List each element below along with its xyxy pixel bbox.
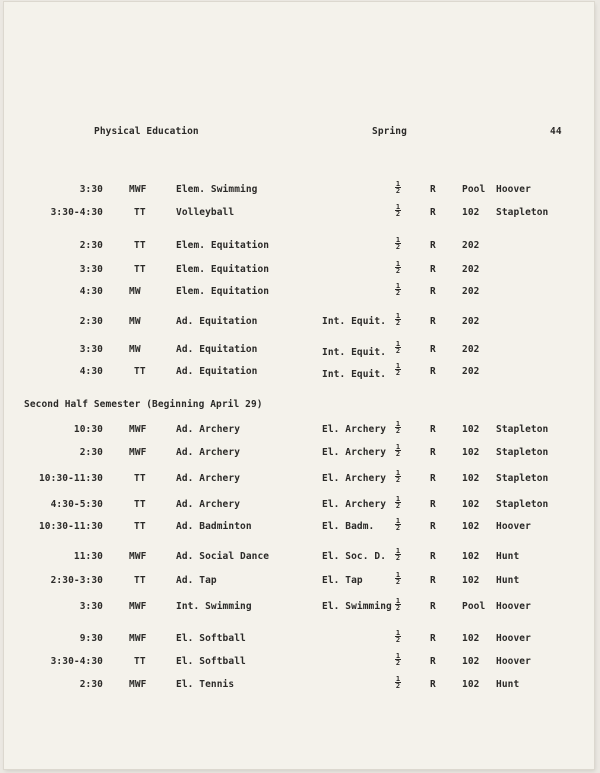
- room-cell: 202: [462, 366, 480, 377]
- grade-cell: R: [430, 656, 436, 667]
- credit-cell: 1 2: [395, 652, 401, 667]
- grade-cell: R: [430, 424, 436, 435]
- room-cell: 102: [462, 679, 480, 690]
- grade-cell: R: [430, 366, 436, 377]
- course-cell: Ad. Social Dance: [176, 551, 270, 562]
- days-cell: TT: [134, 240, 146, 251]
- prerequisite-cell: El. Tap: [322, 575, 363, 586]
- days-cell: MWF: [129, 551, 147, 562]
- days-cell: MWF: [129, 447, 147, 458]
- instructor-cell: Hunt: [496, 575, 520, 586]
- grade-cell: R: [430, 184, 436, 195]
- days-cell: MWF: [129, 633, 147, 644]
- credit-cell: 1 2: [395, 340, 401, 355]
- course-cell: Ad. Equitation: [176, 316, 258, 327]
- credit-cell: 1 2: [395, 282, 401, 297]
- room-cell: 202: [462, 286, 480, 297]
- time-cell: 10:30-11:30: [38, 473, 103, 484]
- grade-cell: R: [430, 240, 436, 251]
- time-cell: 3:30: [79, 184, 103, 195]
- credit-cell: 1 2: [395, 597, 401, 612]
- time-cell: 3:30: [79, 601, 103, 612]
- days-cell: MWF: [129, 424, 147, 435]
- days-cell: TT: [134, 499, 146, 510]
- prerequisite-cell: El. Archery: [322, 447, 387, 458]
- course-cell: Ad. Archery: [176, 424, 241, 435]
- course-cell: Int. Swimming: [176, 601, 252, 612]
- days-cell: TT: [134, 366, 146, 377]
- prerequisite-cell: El. Archery: [322, 424, 387, 435]
- course-cell: El. Tennis: [176, 679, 235, 690]
- credit-cell: 1 2: [395, 469, 401, 484]
- instructor-cell: Stapleton: [496, 473, 549, 484]
- credit-cell: 1 2: [395, 629, 401, 644]
- credit-cell: 1 2: [395, 517, 401, 532]
- days-cell: MWF: [129, 184, 147, 195]
- room-cell: 102: [462, 207, 480, 218]
- grade-cell: R: [430, 344, 436, 355]
- days-cell: TT: [134, 656, 146, 667]
- days-cell: MW: [129, 286, 141, 297]
- room-cell: 102: [462, 656, 480, 667]
- credit-cell: 1 2: [395, 236, 401, 251]
- days-cell: TT: [134, 207, 146, 218]
- instructor-cell: Hunt: [496, 551, 520, 562]
- time-cell: 11:30: [73, 551, 103, 562]
- room-cell: 102: [462, 447, 480, 458]
- grade-cell: R: [430, 679, 436, 690]
- room-cell: Pool: [462, 184, 486, 195]
- room-cell: 202: [462, 240, 480, 251]
- instructor-cell: Hoover: [496, 601, 531, 612]
- prerequisite-cell: El. Badm.: [322, 521, 375, 532]
- instructor-cell: Hoover: [496, 656, 531, 667]
- grade-cell: R: [430, 521, 436, 532]
- room-cell: 102: [462, 499, 480, 510]
- time-cell: 4:30: [79, 286, 103, 297]
- header-subject: Physical Education: [94, 126, 199, 137]
- time-cell: 2:30: [79, 679, 103, 690]
- days-cell: MWF: [129, 601, 147, 612]
- instructor-cell: Hoover: [496, 184, 531, 195]
- credit-cell: 1 2: [395, 571, 401, 586]
- instructor-cell: Hoover: [496, 521, 531, 532]
- credit-cell: 1 2: [395, 547, 401, 562]
- grade-cell: R: [430, 551, 436, 562]
- days-cell: MW: [129, 316, 141, 327]
- credit-cell: 1 2: [395, 312, 401, 327]
- room-cell: 102: [462, 575, 480, 586]
- grade-cell: R: [430, 575, 436, 586]
- instructor-cell: Hunt: [496, 679, 520, 690]
- course-cell: Ad. Archery: [176, 499, 241, 510]
- time-cell: 10:30: [73, 424, 103, 435]
- days-cell: TT: [134, 264, 146, 275]
- course-cell: Ad. Tap: [176, 575, 217, 586]
- room-cell: 202: [462, 316, 480, 327]
- time-cell: 3:30-4:30: [50, 656, 103, 667]
- prerequisite-cell: El. Archery: [322, 473, 387, 484]
- room-cell: 102: [462, 473, 480, 484]
- time-cell: 4:30: [79, 366, 103, 377]
- course-cell: Ad. Badminton: [176, 521, 252, 532]
- time-cell: 3:30: [79, 344, 103, 355]
- prerequisite-cell: Int. Equit.: [322, 316, 387, 327]
- page-number: 44: [550, 126, 562, 137]
- section-heading: Second Half Semester (Beginning April 29): [24, 399, 263, 410]
- course-cell: Elem. Equitation: [176, 264, 270, 275]
- credit-cell: 1 2: [395, 260, 401, 275]
- prerequisite-cell: El. Soc. D.: [322, 551, 387, 562]
- credit-cell: 1 2: [395, 420, 401, 435]
- credit-cell: 1 2: [395, 675, 401, 690]
- time-cell: 2:30: [79, 447, 103, 458]
- course-cell: Elem. Swimming: [176, 184, 258, 195]
- days-cell: TT: [134, 575, 146, 586]
- time-cell: 10:30-11:30: [38, 521, 103, 532]
- grade-cell: R: [430, 601, 436, 612]
- prerequisite-cell: Int. Equit.: [322, 347, 387, 358]
- time-cell: 2:30-3:30: [50, 575, 103, 586]
- grade-cell: R: [430, 633, 436, 644]
- grade-cell: R: [430, 473, 436, 484]
- course-cell: Ad. Equitation: [176, 344, 258, 355]
- room-cell: 102: [462, 521, 480, 532]
- course-cell: Volleyball: [176, 207, 235, 218]
- credit-cell: 1 2: [395, 495, 401, 510]
- course-cell: El. Softball: [176, 656, 246, 667]
- grade-cell: R: [430, 286, 436, 297]
- instructor-cell: Stapleton: [496, 447, 549, 458]
- prerequisite-cell: El. Swimming: [322, 601, 392, 612]
- time-cell: 3:30: [79, 264, 103, 275]
- prerequisite-cell: Int. Equit.: [322, 369, 387, 380]
- time-cell: 4:30-5:30: [50, 499, 103, 510]
- room-cell: 202: [462, 344, 480, 355]
- days-cell: TT: [134, 473, 146, 484]
- grade-cell: R: [430, 447, 436, 458]
- document-page: [4, 2, 594, 769]
- instructor-cell: Hoover: [496, 633, 531, 644]
- instructor-cell: Stapleton: [496, 424, 549, 435]
- grade-cell: R: [430, 207, 436, 218]
- course-cell: Elem. Equitation: [176, 286, 270, 297]
- course-cell: Ad. Archery: [176, 447, 241, 458]
- days-cell: MWF: [129, 679, 147, 690]
- time-cell: 3:30-4:30: [50, 207, 103, 218]
- course-cell: Elem. Equitation: [176, 240, 270, 251]
- credit-cell: 1 2: [395, 180, 401, 195]
- grade-cell: R: [430, 499, 436, 510]
- time-cell: 2:30: [79, 316, 103, 327]
- days-cell: TT: [134, 521, 146, 532]
- course-cell: El. Softball: [176, 633, 246, 644]
- credit-cell: 1 2: [395, 443, 401, 458]
- header-term: Spring: [372, 126, 407, 137]
- instructor-cell: Stapleton: [496, 207, 549, 218]
- instructor-cell: Stapleton: [496, 499, 549, 510]
- room-cell: 102: [462, 633, 480, 644]
- room-cell: 102: [462, 424, 480, 435]
- room-cell: 202: [462, 264, 480, 275]
- time-cell: 2:30: [79, 240, 103, 251]
- prerequisite-cell: El. Archery: [322, 499, 387, 510]
- time-cell: 9:30: [79, 633, 103, 644]
- credit-cell: 1 2: [395, 203, 401, 218]
- grade-cell: R: [430, 264, 436, 275]
- course-cell: Ad. Archery: [176, 473, 241, 484]
- room-cell: 102: [462, 551, 480, 562]
- grade-cell: R: [430, 316, 436, 327]
- days-cell: MW: [129, 344, 141, 355]
- course-cell: Ad. Equitation: [176, 366, 258, 377]
- credit-cell: 1 2: [395, 362, 401, 377]
- room-cell: Pool: [462, 601, 486, 612]
